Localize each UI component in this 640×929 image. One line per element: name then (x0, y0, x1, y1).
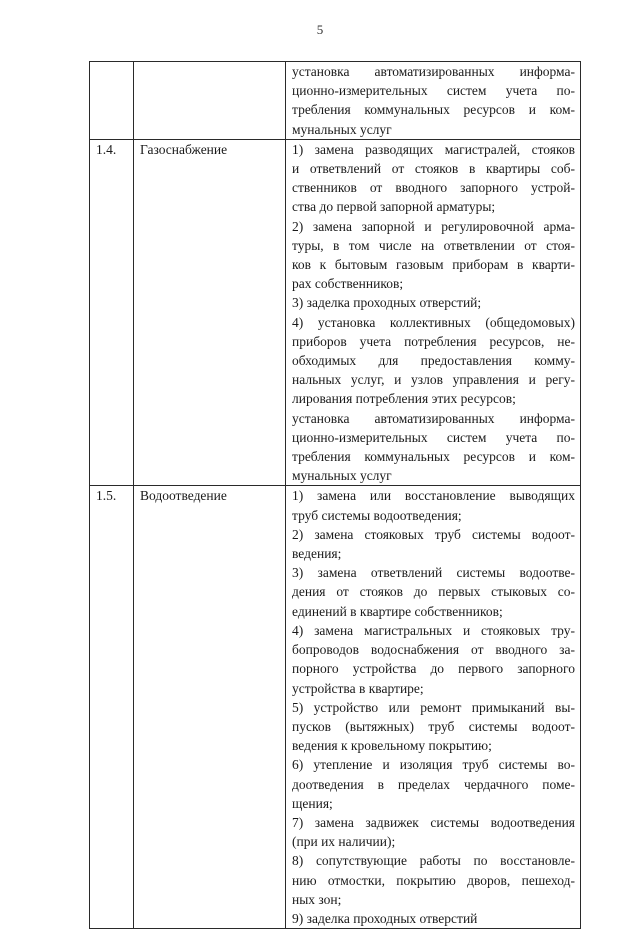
description-line: обходимых для предоставления комму- (292, 353, 575, 369)
description-line: и ответвлений от стояков в квартиры соб- (292, 161, 575, 177)
description-line: 3) замена ответвлений системы водоотве- (292, 565, 575, 581)
table-row (90, 486, 581, 929)
item-description (286, 62, 581, 140)
item-name (134, 62, 286, 140)
description-line: ведения; (292, 546, 342, 562)
description-line: дения от стояков до первых стыковых со- (292, 584, 575, 600)
description-line: ционно-измерительных систем учета по- (292, 83, 575, 99)
description-line: рах собственников; (292, 276, 404, 292)
description-line: труб системы водоотведения; (292, 507, 462, 523)
description-line: установка автоматизированных информа- (292, 64, 575, 79)
description-line: ведения к кровельному покрытию; (292, 738, 492, 754)
item-description (286, 486, 581, 929)
description-line: пусков (вытяжных) труб системы водоот- (292, 718, 575, 734)
description-line: 7) замена задвижек системы водоотведения (292, 814, 575, 830)
description-line: приборов учета потребления ресурсов, не- (292, 333, 575, 349)
description-line: ционно-измерительных систем учета по- (292, 429, 575, 445)
description-line: ственников от вводного запорного устрой- (292, 180, 575, 196)
table-row (90, 62, 581, 140)
description-line: единений в квартире собственников; (292, 603, 503, 619)
description-line: 1) замена разводящих магистралей, стояков (292, 141, 575, 157)
description-line: 8) сопутствующие работы по восстановле- (292, 853, 575, 869)
item-number (90, 62, 134, 140)
description-line: 4) установка коллективных (общедомовых) (292, 314, 575, 330)
works-table (89, 61, 581, 929)
description-line: 6) утепление и изоляция труб системы во- (292, 757, 575, 773)
description-line: нию отмостки, покрытию дворов, пешеход- (292, 872, 575, 888)
description-line: мунальных услуг (292, 121, 392, 137)
description-line: (при их наличии); (292, 834, 396, 850)
description-line: 3) заделка проходных отверстий; (292, 295, 482, 311)
works-table-body (90, 62, 581, 929)
description-line: 5) устройство или ремонт примыканий вы- (292, 699, 575, 715)
description-line: установка автоматизированных информа- (292, 410, 575, 426)
description-line: 4) замена магистральных и стояковых тру- (292, 622, 575, 638)
description-line: порного устройства до первого запорного (292, 661, 575, 677)
description-line: требления коммунальных ресурсов и ком- (292, 449, 575, 465)
item-description (286, 139, 581, 486)
item-name: Газоснабжение (134, 139, 286, 486)
description-line: 2) замена стояковых труб системы водоот- (292, 526, 575, 542)
description-line: мунальных услуг (292, 468, 392, 484)
page-number: 5 (316, 22, 324, 37)
table-row (90, 139, 581, 486)
description-line: нальных услуг, и узлов управления и регу- (292, 372, 575, 388)
description-line: ных зон; (292, 891, 342, 907)
description-line: ков к бытовым газовым приборам в кварти- (292, 257, 575, 273)
item-number: 1.5. (90, 486, 134, 929)
description-line: 2) замена запорной и регулировочной арма- (292, 218, 575, 234)
description-line: устройства в квартире; (292, 680, 424, 696)
description-line: щения; (292, 795, 333, 811)
description-line: 9) заделка проходных отверстий (292, 910, 478, 926)
description-line: доотведения в пределах чердачного поме- (292, 776, 575, 792)
description-line: 1) замена или восстановление выводящих (292, 488, 575, 504)
description-line: лирования потребления этих ресурсов; (292, 391, 516, 407)
description-line: бопроводов водоснабжения от вводного за- (292, 642, 575, 658)
description-line: требления коммунальных ресурсов и ком- (292, 102, 575, 118)
item-number: 1.4. (90, 139, 134, 486)
description-line: ства до первой запорной арматуры; (292, 199, 496, 215)
description-line: туры, в том числе на ответвлении от стоя- (292, 237, 575, 253)
item-name: Водоотведение (134, 486, 286, 929)
